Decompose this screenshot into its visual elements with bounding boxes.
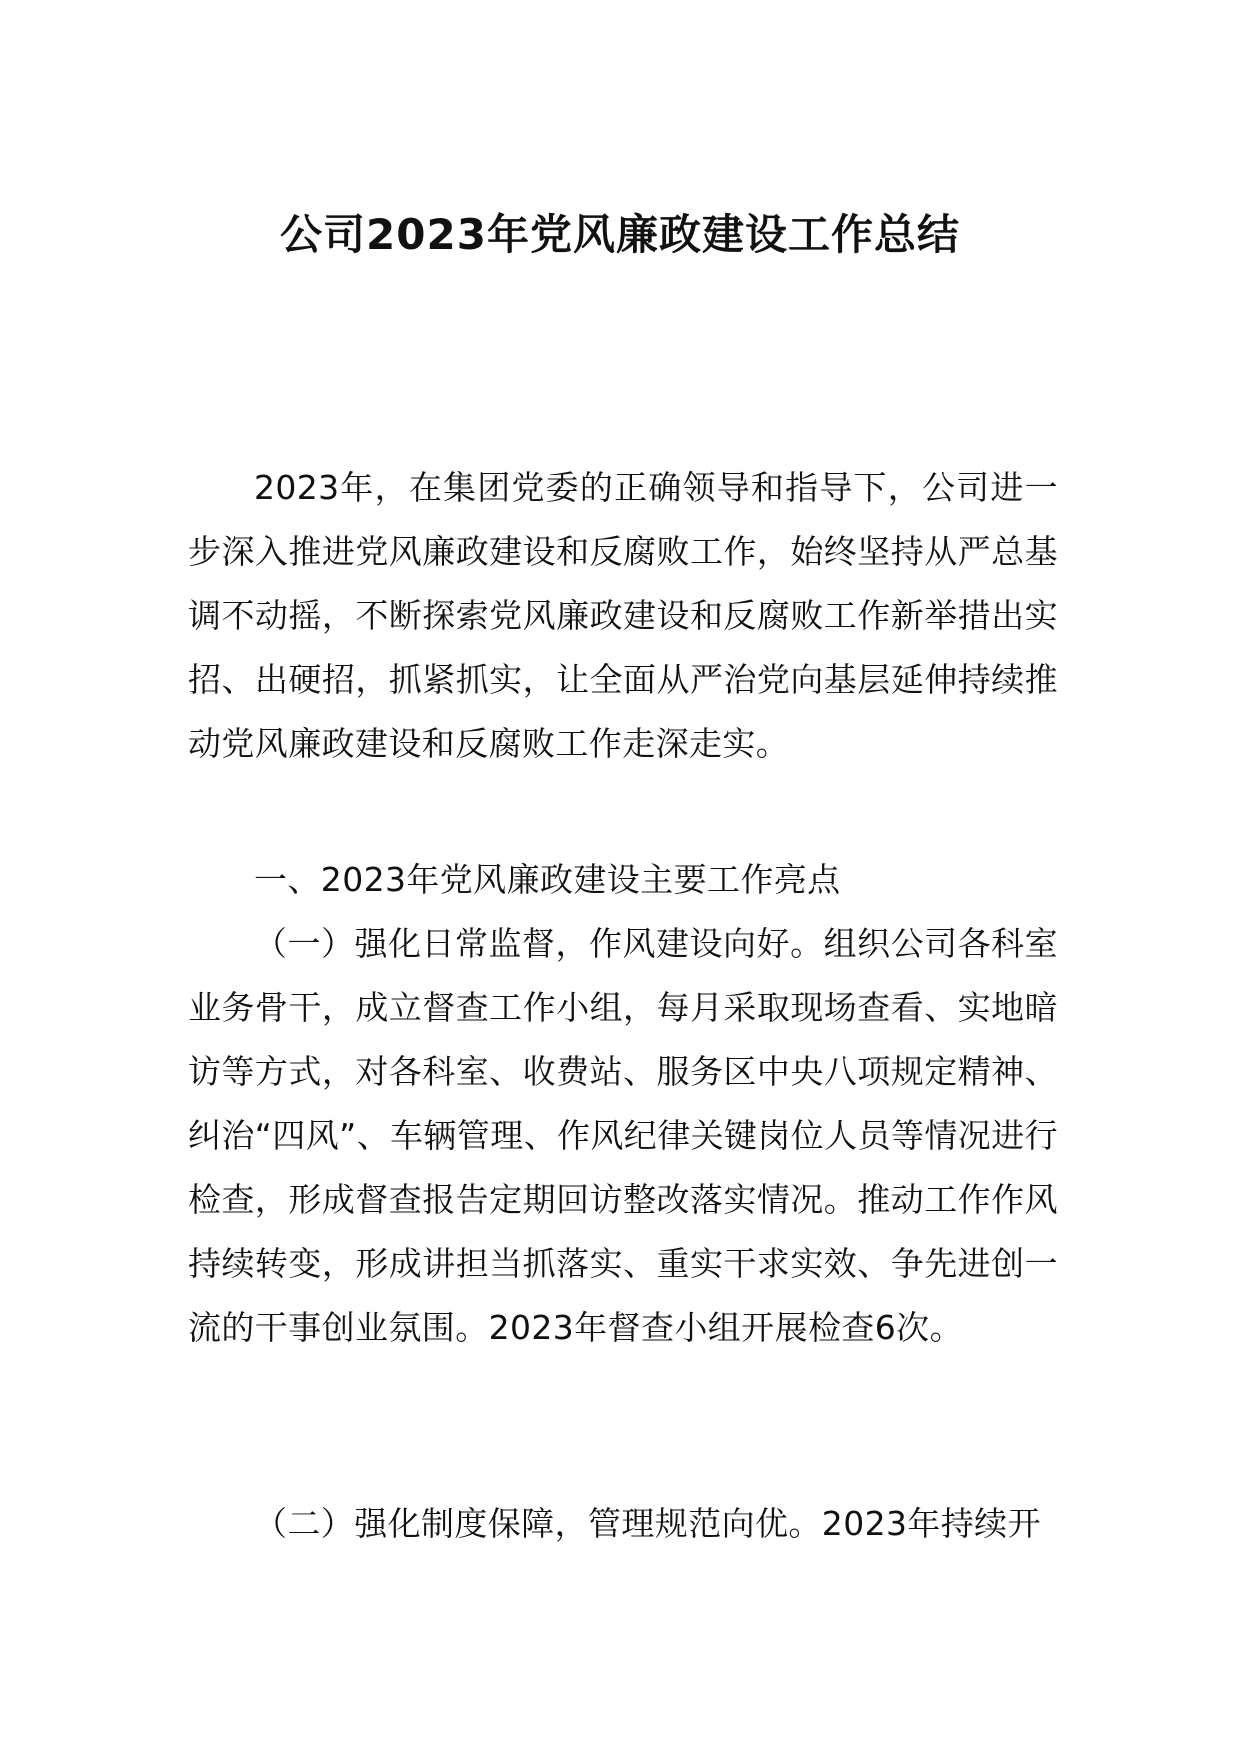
subsection-paragraph-1: （一）强化日常监督，作风建设向好。组织公司各科室业务骨干，成立督查工作小组，每月采取现场查看、实地暗访等方式，对各科室、收费站、服务区中央八项规定精神、纠治“四风”、车辆管理、作风纪律关键岗位人员等情况进行检查，形成督查报告定期回访整改落实情况。推动工作作风持续转变，形成讲担当抓落实、重实干求实效、争先进创一流的干事创业氛围。2023年督查小组开展检查6次。 — [188, 924, 1058, 1347]
subsection-paragraph-2: （二）强化制度保障，管理规范向优。2023年持续开 — [254, 1504, 1041, 1543]
document-title: 公司2023年党风廉政建设工作总结 — [280, 210, 960, 259]
section-heading-1: 一、2023年党风廉政建设主要工作亮点 — [254, 860, 841, 899]
intro-paragraph: 2023年，在集团党委的正确领导和指导下，公司进一步深入推进党风廉政建设和反腐败工作，始终坚持从严总基调不动摇，不断探索党风廉政建设和反腐败工作新举措出实招、出硬招，抓紧抓实，让全面从严治党向基层延伸持续推动党风廉政建设和反腐败工作走深走实。 — [188, 468, 1058, 763]
